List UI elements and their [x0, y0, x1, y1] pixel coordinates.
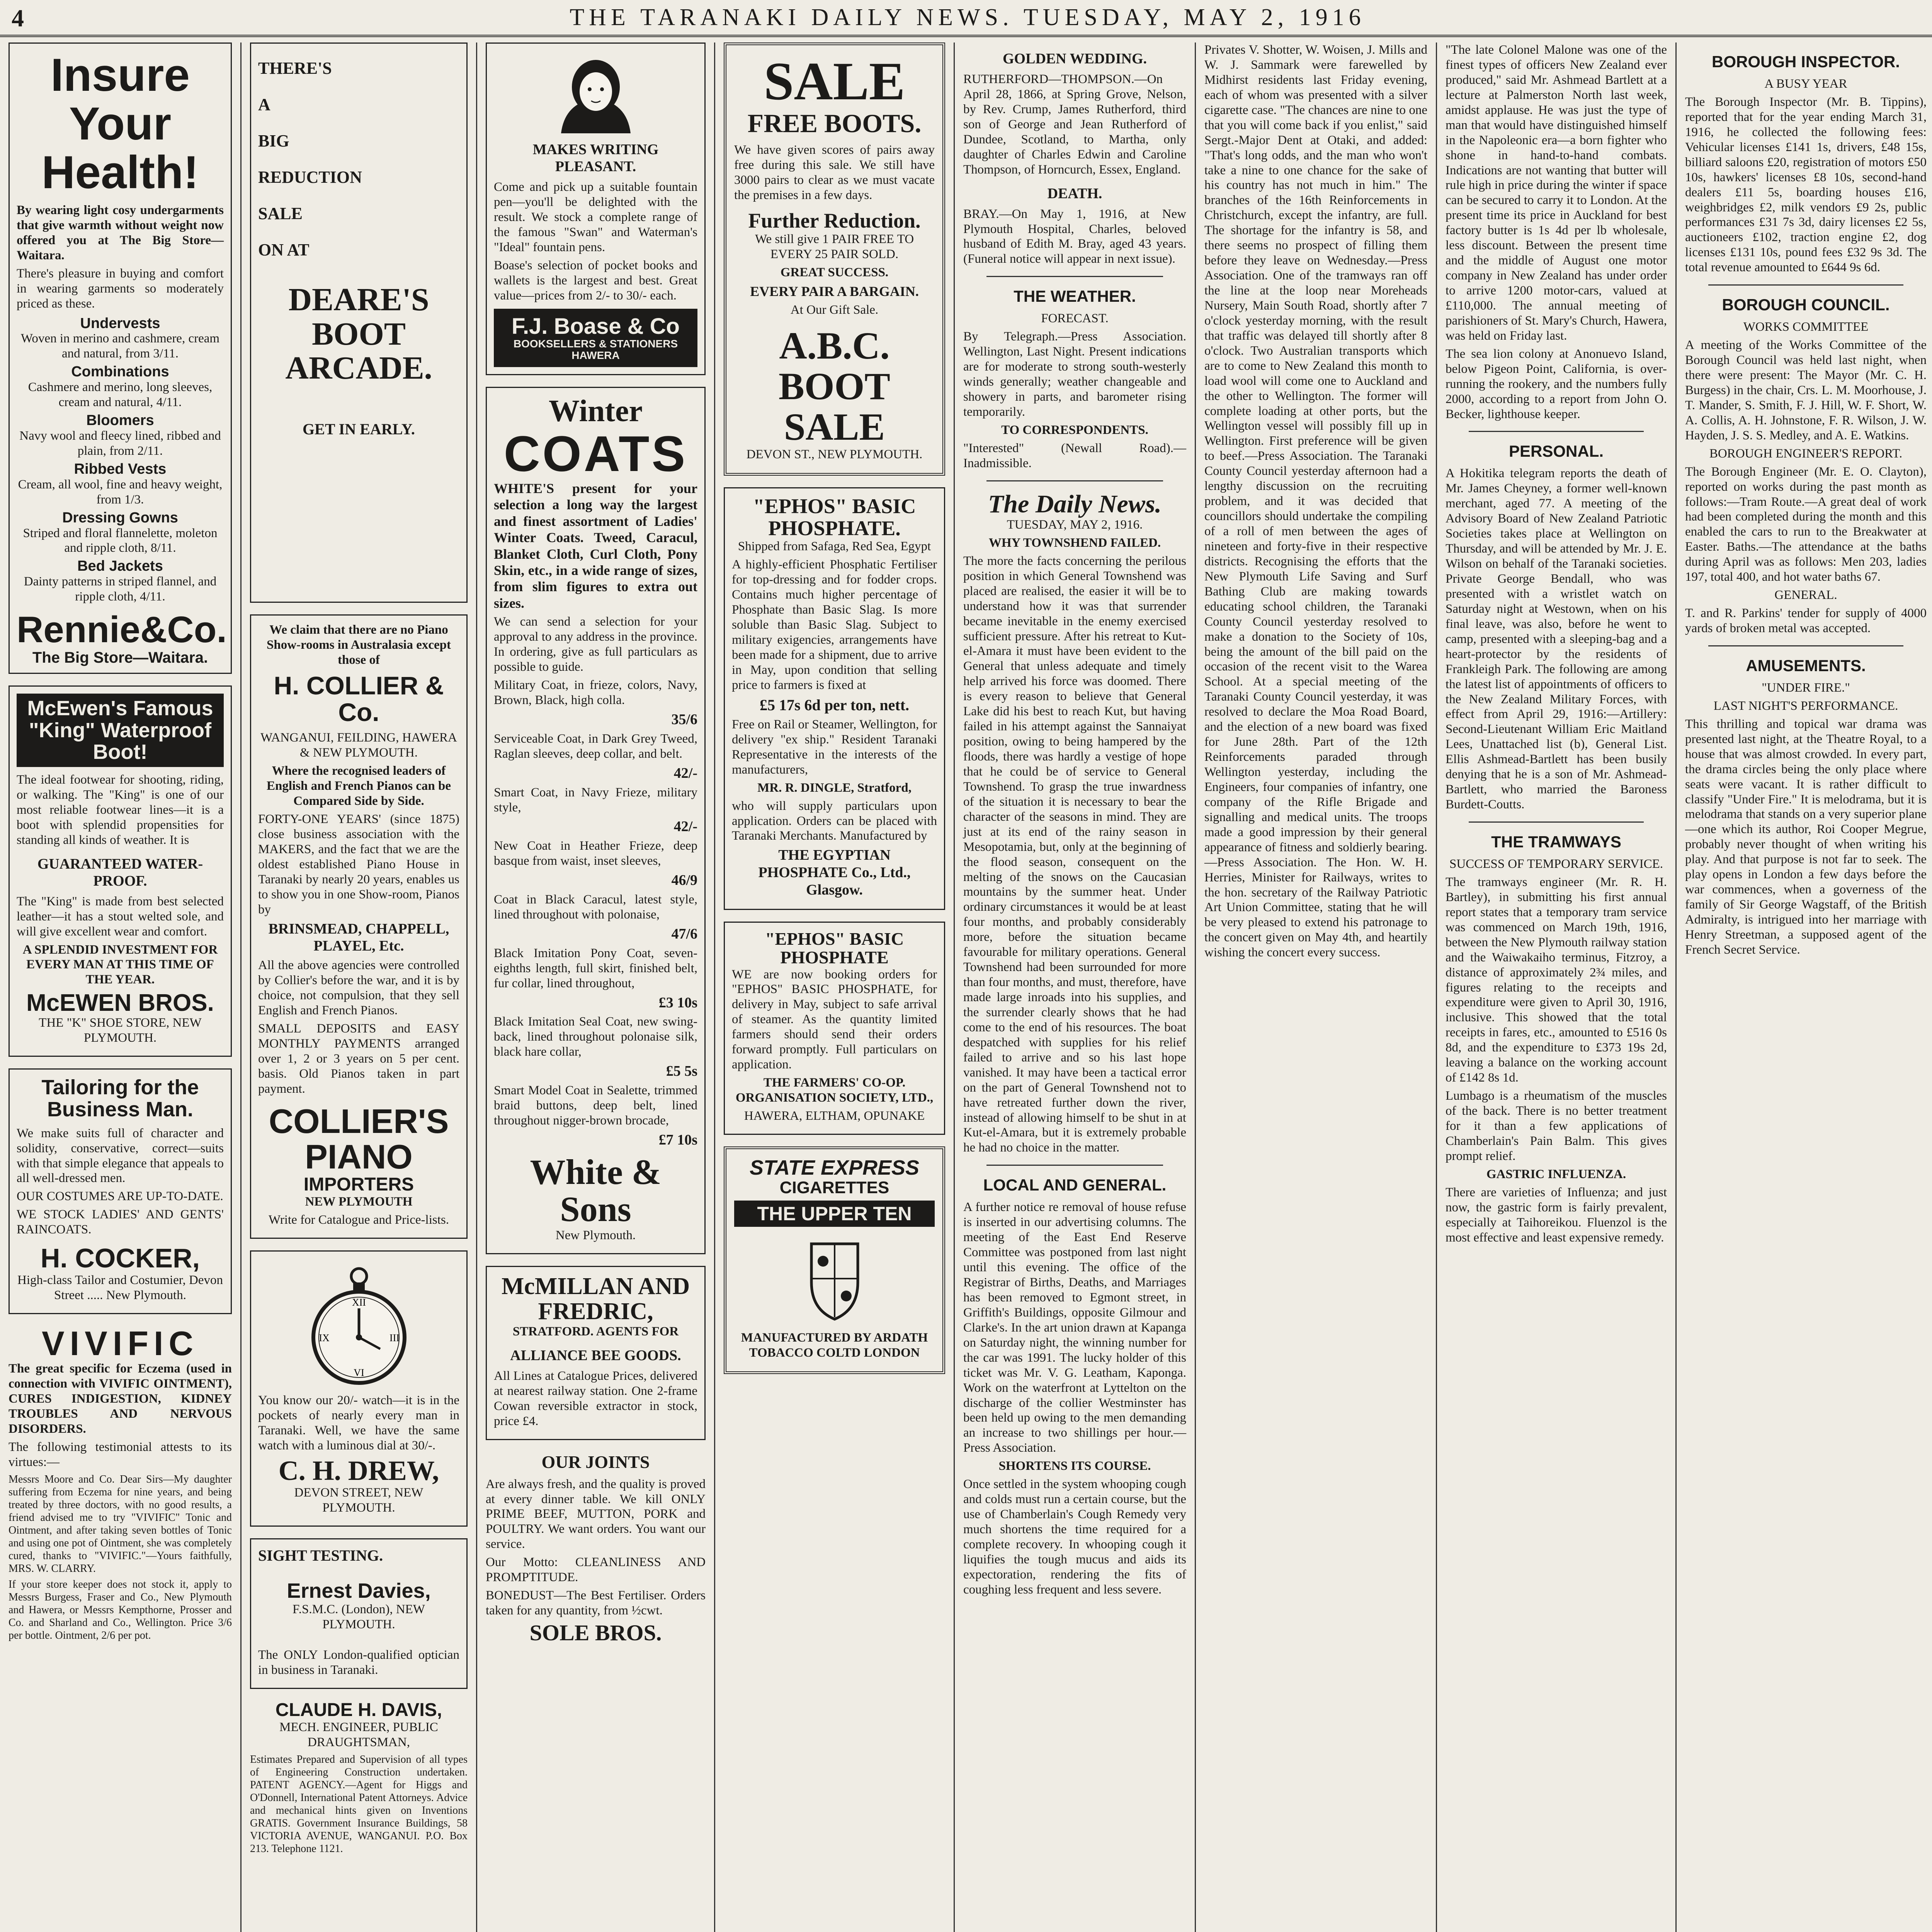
editorial-body: The more the facts concerning the perilous position in which General Townshend was placed are realised, the easier it will be to understand how it was that surrender became inevitable in the enemy exercised sufficient pressure. After his retreat to Kut-el-Amara it must have been evident to the General that unless adequate and timely help arrived his force was doomed. There is every reason to believe that General Lake did his best to reach Kut, but having failed in his attempt against the Sannaiyat position, owing to being hampered by the floods, there was hardly a vestige of hope that he could be of service to General Townshend. To grasp the true inwardness of the situation it is necessary to bear the character of the seasons in mind. They are just at its end of the rainy season in Mesopotamia, but, only at the beginning of the flood season, consequent on the melting of the snows on the Caucasian mountains by the summer heat. Under ordinary circumstances it would be at least four months, and probably considerably more, before the situation became favourable for military operations. General Townshend had been surrounded for more than four months, and must, therefore, have made large inroads into his supplies, and the surrender clearly shows that he had come to the end of his resources. The boat despatched with supplies for his relief failed to arrive and so his last hope vanished. It may have been a tactical error on the part of General Townshend not to have retreated further down the river, instead of allowing himself to be shut in at Kut-el-Amara, but it is extremely probable he had no choice in the matter. [963, 554, 1186, 1155]
deare-advertisement [250, 43, 468, 603]
upper-ten-label: THE UPPER TEN [734, 1201, 935, 1227]
joints-bonedust: BONEDUST—The Best Fertiliser. Orders taken for any quantity, from ½cwt. [486, 1588, 706, 1618]
column-7-news [1437, 43, 1675, 1932]
gastric-heading: GASTRIC INFLUENZA. [1486, 1167, 1626, 1181]
vivific-advertisement [9, 1326, 232, 1642]
coat-description: Black Imitation Seal Coat, new swing-back, lined throughout polonaise silk, black hare collar, [494, 1015, 697, 1059]
editorial-date: TUESDAY, MAY 2, 1916. [1007, 517, 1143, 532]
mcewen-subtitle: THE "K" SHOE STORE, NEW PLYMOUTH. [39, 1016, 202, 1045]
lady-portrait-illustration-icon [538, 56, 654, 133]
deare-line: ON AT [258, 240, 310, 259]
rennie-brand: Rennie&Co. [17, 609, 227, 651]
coat-price: 42/- [673, 818, 697, 835]
coats-top: Winter [549, 394, 643, 429]
davies-advertisement [250, 1538, 468, 1689]
collier-brand: H. COLLIER & Co. [274, 671, 444, 727]
coat-item [494, 731, 697, 782]
deare-line: THERE'S [258, 59, 332, 78]
tramways-subheading: SUCCESS OF TEMPORARY SERVICE. [1449, 857, 1663, 871]
gastric-body: There are varieties of Influenza; and just now, the gastric form is fairly prevalent, especially at Taihoreikou. Fluenzol is the most effective and least expensive remedy. [1446, 1185, 1667, 1245]
personal-body: A Hokitika telegram reports the death of Mr. James Cheyney, a former well-known merchant, aged 77. A meeting of the Advisory Board of New Zealand Patriotic Societies takes place at Wellington on Thursday, and will be attended by Mr. J. E. Wilson on behalf of the Taranaki societies. Private George Bendall, who was presented with a wristlet watch on Saturday night at Westown, when on his final leave, was also, before he went to camp, presented with a sleeping-bag and a heart-protector by the residents of Frankleigh Park. The following are among the latest list of appointments of officers to the New Zealand Military Forces, with effect from April 29, 1916:—Artillery: Second-Lieutenant William Eric Maitland Lees, Unattached list (b), General List. Ellis Ashmead-Bartlett has been busily denying that he is a son of Mr. Ashmead-Bartlett, who married the Baroness Burdett-Coutts. [1446, 466, 1667, 812]
vivific-testimonial-intro: The following testimonial attests to its virtues:— [9, 1440, 232, 1469]
boase-logo-name: F.J. Boase & Co [511, 313, 680, 339]
egyptian-phosphate-company: THE EGYPTIAN PHOSPHATE Co., Ltd., Glasgow. [758, 847, 911, 898]
coat-item [494, 1014, 697, 1080]
svg-text:IX: IX [318, 1332, 330, 1344]
page-number: 4 [12, 4, 24, 32]
tramways-body: The tramways engineer (Mr. R. H. Bartley), in submitting his first annual report states that a temporary tram service was commenced on March 19th, 1916, between the New Plymouth railway station and the Waiwakaiho terminus, Fitzroy, a distance of approximately 2¾ miles, and figures relating to the receipts and expenditure were given to April 30, 1916, inclusive. This showed that the total receipts in fares, etc., amounted to £516 0s 8d, and the expenditure to £373 19s 2d, leaving a balance on the working account of £142 8s 1d. [1446, 875, 1667, 1085]
davis-body: Estimates Prepared and Supervision of all types of Engineering Construction undertaken. PATENT AGENCY.—Agent for Higgs and O'Donnell, International Patent Attorneys. Advice and mechanical hints given on Inventions GRATIS. Government Insurance Buildings, 58 VICTORIA AVENUE, WANGANUI. P.O. Box 213. Telephone 1121. [250, 1753, 468, 1855]
piano-makers: BRINSMEAD, CHAPPELL, PLAYEL, Etc. [268, 920, 449, 954]
coat-description: Military Coat, in frieze, colors, Navy, Brown, Black, high colla. [494, 678, 697, 707]
tailor-body: We make suits full of character and solidity, conservative, correct—suits with that simple elegance that appeals to all well-dressed men. [17, 1126, 224, 1185]
coat-item [494, 892, 697, 943]
item-description: Dainty patterns in striped flannel, and ripple cloth, 4/11. [24, 575, 217, 604]
works-committee-subheading: WORKS COMMITTEE [1743, 320, 1869, 334]
piano-location: NEW PLYMOUTH [305, 1194, 413, 1209]
joints-motto: Our Motto: CLEANLINESS AND PROMPTITUDE. [486, 1555, 706, 1585]
item-title: Bloomers [86, 412, 154, 429]
ephos-2-body: WE are now booking orders for "EPHOS" BASIC PHOSPHATE, for delivery in May, subject to safe arrival of steamer. As the quantity limited farmers should send their orders forward promptly. Full particulars on application. [732, 967, 937, 1072]
white-sons-brand: White & Sons [530, 1152, 662, 1229]
ephos-farmers-advertisement [724, 922, 945, 1135]
vivific-letter: Messrs Moore and Co. Dear Sirs—My daughter suffering from Eczema for nine years, and being treated by three doctors, with no good results, a friend advised me to try "VIVIFIC" Tonic and Ointment, and after taking seven bottles of Tonic and using one pot of Ointment, she was completely cured, thanks to "VIVIFIC."—Yours faithfully, MRS. W. CLARRY. [9, 1473, 232, 1575]
borough-inspector-heading: BOROUGH INSPECTOR. [1712, 53, 1900, 71]
further-reduction-heading: Further Reduction. [748, 209, 921, 233]
newspaper-masthead-title: THE TARANAKI DAILY NEWS. TUESDAY, MAY 2, 1916 [570, 4, 1366, 31]
mcewen-brand: McEWEN BROS. [26, 990, 214, 1017]
ephos-shipped: Shipped from Safaga, Red Sea, Egypt [738, 539, 931, 554]
alliance-bee-goods: ALLIANCE BEE GOODS. [510, 1347, 681, 1364]
divider [986, 1165, 1163, 1166]
tailor-line-2: OUR COSTUMES ARE UP-TO-DATE. [17, 1189, 223, 1204]
last-night-performance: LAST NIGHT'S PERFORMANCE. [1713, 699, 1898, 713]
coat-item [494, 1083, 697, 1149]
tailor-line-3: WE STOCK LADIES' AND GENTS' RAINCOATS. [17, 1208, 224, 1237]
mcmillan-brand: McMILLAN AND FREDRIC, [501, 1273, 690, 1325]
lumbago-item: Lumbago is a rheumatism of the muscles of the back. There is no better treatment for it than a few applications of Chamberlain's Pain Balm. This gives prompt relief. [1446, 1089, 1667, 1163]
rennie-advertisement [9, 43, 232, 674]
shortens-body: Once settled in the system whooping cough and colds must run a certain course, but the use of Chamberlain's Cough Remedy very much shortens the time required for a complete recovery. In whooping cough it liquifies the tough mucus and aids its expectoration, rendering the fits of coughing less frequent and less severe. [963, 1477, 1186, 1597]
ephos-2-heading: "EPHOS" BASIC PHOSPHATE [765, 929, 904, 968]
under-fire-title: "UNDER FIRE." [1762, 680, 1850, 695]
coat-description: Smart Model Coat in Sealette, trimmed braid buttons, deep belt, lined throughout nigger-brown brocade, [494, 1083, 697, 1128]
state-express-brand: STATE EXPRESS [749, 1156, 920, 1179]
boase-advertisement [486, 43, 706, 375]
editorial-heading: WHY TOWNSHEND FAILED. [988, 536, 1161, 550]
mcewen-advertisement [9, 685, 232, 1057]
tailor-title: Tailoring for the Business Man. [41, 1076, 199, 1121]
coats-heading: COATS [503, 425, 688, 482]
general-body: T. and R. Parkins' tender for supply of 4000 yards of broken metal was accepted. [1685, 606, 1927, 635]
divider [986, 276, 1163, 277]
deare-line: SALE [258, 204, 303, 223]
investment-line: A SPLENDID INVESTMENT FOR EVERY MAN AT THIS TIME OF THE YEAR. [22, 942, 218, 987]
item-title: Undervests [80, 315, 160, 332]
piano-subtitle: IMPORTERS [303, 1174, 414, 1195]
item-title: Ribbed Vests [74, 461, 167, 477]
joints-heading: OUR JOINTS [541, 1452, 650, 1472]
coat-item [494, 785, 697, 836]
deare-line: REDUCTION [258, 167, 362, 187]
mcmillan-subtitle: STRATFORD. AGENTS FOR [512, 1324, 679, 1338]
cocker-subtitle: High-class Tailor and Costumier, Devon Street ..... New Plymouth. [17, 1273, 223, 1302]
collier-body-3: All the above agencies were controlled by Collier's before the war, and it is by choice, not compulsion, that they sell English and French Pianos. [258, 958, 459, 1018]
column-1-advertisements [0, 43, 240, 1932]
coat-price: £5 5s [666, 1063, 697, 1080]
coat-description: Smart Coat, in Navy Frieze, military style, [494, 785, 697, 815]
divider [986, 480, 1163, 481]
weather-heading: THE WEATHER. [1014, 287, 1136, 306]
column-5-news [955, 43, 1195, 1932]
drew-body: You know our 20/- watch—it is in the pockets of nearly every man in Taranaki. Well, we have the same watch with a luminous dial at 30/-. [258, 1393, 459, 1452]
mcewen-body-2: The "King" is made from best selected leather—it has a stout welted sole, and will give excellent wear and comfort. [17, 894, 224, 939]
white-sons-subtitle: New Plymouth. [555, 1228, 636, 1242]
general-subheading: GENERAL. [1774, 588, 1837, 602]
drew-brand: C. H. DREW, [278, 1455, 439, 1486]
news-body: Privates V. Shotter, W. Woisen, J. Mills and W. J. Sammark were farewelled by Midhirst residents last Friday evening, each of whom was presented with a silver cigarette case. "The chances are nine to one that you will come back if you enlist," said Sergt.-Major Dent at Otaki, and added: "That's long odds, and the man who won't take a nine to one chance for the sake of his country has not much in him." The branches of the 16th Reinforcements in Christchurch, except the infantry, are full. The shortage for the infantry is 58, and there seems no prospect of filling them before they leave on Wednesday.—Press Association. One of the tramways ran off the line at the loop near Moreheads Nursery, Main South Road, shortly after 7 o'clock yesterday morning, with the result that traffic was delayed till shortly after 8 o'clock. Two Australian transports which are to come to New Zealand this month to load wool will come one to Auckland and the other to Wellington. The former will complete loading at other ports, but the Wellington vessel will possibly fill up in Wellington. First preference will be given to beef.—Press Association. The Taranaki County Council yesterday afternoon had a lengthy discussion on the recruiting problem, and it was decided that councillors should undertake the compiling of a roll of men between the ages of nineteen and forty-five in their respective districts. Recognising the efforts that the New Plymouth Life Saving and Surf Bathing Club are making towards educating school children, the Taranaki County Council yesterday resolved to make a donation to the Society of 10s, being the amount of the bill paid on the occasion of the recent visit to the Warea School. At a special meeting of the Taranaki County Council yesterday, it was resolved to declare the Moa Road Board, and the election of a new board was fixed for June 28th. Part of the 12th Reinforcements paraded through Wellington yesterday, including the Engineers, four companies of infantry, one company of the Rifle Brigade and signalling and medical units. The troops made a good impression by their general appearance of fitness and soldierly bearing.—Press Association. The Hon. W. H. Herries, Minister for Railways, writes to the hon. secretary of the Railway Patriotic Art Union Committee, stating that he will be very pleased to extend his patronage to the concert given on May 4th, and heartily wishing the concert every success. [1204, 43, 1427, 960]
item-title: Combinations [71, 364, 169, 380]
collier-towns: WANGANUI, FEILDING, HAWERA & NEW PLYMOUTH. [260, 731, 457, 760]
coat-of-arms-icon [788, 1232, 881, 1325]
death-heading: DEATH. [1047, 185, 1102, 202]
every-pair-bargain: EVERY PAIR A BARGAIN. [750, 283, 919, 299]
column-2-advertisements [242, 43, 476, 1932]
coat-price: £3 10s [658, 994, 697, 1011]
column-6-news [1196, 43, 1436, 1932]
coats-body: WHITE'S present for your selection a long way the largest and finest assortment of Ladies' Winter Coats. Tweed, Caracul, Blanket Cloth, Curl Cloth, Pony Skin, etc., in a wide range of sizes, from slim figures to extra out sizes. [494, 480, 697, 611]
davis-brand: CLAUDE H. DAVIS, [275, 1699, 442, 1720]
divider [1469, 431, 1644, 432]
item-description: Striped and floral flannelette, moleton and ripple cloth, 8/11. [23, 526, 218, 555]
great-success: GREAT SUCCESS. [780, 265, 889, 279]
shortens-heading: SHORTENS ITS COURSE. [998, 1459, 1151, 1473]
coat-price: 47/6 [671, 925, 697, 942]
coat-description: Coat in Black Caracul, latest style, lined throughout with polonaise, [494, 892, 697, 922]
farmers-location: HAWERA, ELTHAM, OPUNAKE [744, 1109, 925, 1123]
abc-address: DEVON ST., NEW PLYMOUTH. [746, 447, 923, 462]
coat-price: 35/6 [671, 711, 697, 728]
svg-text:XII: XII [352, 1296, 366, 1308]
rennie-intro-2: There's pleasure in buying and comfort in wearing garments so moderately priced as these. [17, 266, 224, 311]
news-body: "The late Colonel Malone was one of the finest types of officers New Zealand ever produced," said Mr. Ashmead Bartlett at a lecture at Palmerston North last week, amidst applause. He was just the type of man that would have distinguished himself in the Napoleonic era—a born fighter who shone in hand-to-hand combats. Indications are not wanting that butter will rule high in price during the winter if space can be secured to carry it to London. At the present time its price in Auckland for best factory butter is 1s 4d per lb wholesale, less discount. Between the present time and the middle of August one motor company in New Zealand has under order to arrive 1200 motor-cars, valued at £110,000. The annual meeting of parishioners of St. Mary's Church, Hawera, was held on Friday last. [1446, 43, 1667, 343]
drew-address: DEVON STREET, NEW PLYMOUTH. [294, 1486, 423, 1515]
forecast-label: FORECAST. [1041, 311, 1109, 326]
coat-description: Black Imitation Pony Coat, seven-eighths length, full skirt, finished belt, fur collar, lined throughout, [494, 946, 697, 990]
divider [1469, 821, 1644, 823]
correspondents-body: "Interested" (Newall Road).—Inadmissible. [963, 441, 1186, 470]
sale-heading: SALE [764, 51, 905, 111]
weather-body: By Telegraph.—Press Association. Wellington, Last Night. Present indications are for moderate to strong south-westerly winds generally; weather changeable and showery in parts, and barometer rising temporarily. [963, 330, 1186, 419]
white-coats-advertisement [486, 387, 706, 1254]
item-description: Navy wool and fleecy lined, ribbed and plain, from 2/11. [19, 429, 221, 458]
svg-text:III: III [389, 1332, 400, 1344]
correspondents-heading: TO CORRESPONDENTS. [1001, 423, 1148, 437]
item-description: Cashmere and merino, long sleeves, cream and natural, 4/11. [28, 380, 213, 410]
golden-wedding-heading: GOLDEN WEDDING. [1002, 51, 1147, 67]
piano-brand: COLLIER'S PIANO [269, 1102, 449, 1176]
free-boots-body: We have given scores of pairs away free during this sale. We still have 3000 pairs to clear as we must vacate the premises in a few days. [734, 143, 935, 202]
local-general-heading: LOCAL AND GENERAL. [983, 1176, 1167, 1194]
deare-line: BIG [258, 131, 289, 150]
collier-body-2: FORTY-ONE YEARS' (since 1875) close business association with the MAKERS, and the fact that we are the oldest established Piano House in Taranaki by nearly 20 years, enables us to show you in one Show-room, Pianos by [258, 812, 459, 917]
engineer-report-heading: BOROUGH ENGINEER'S REPORT. [1709, 446, 1903, 461]
item-description: Cream, all wool, fine and heavy weight, from 1/3. [18, 477, 223, 507]
golden-wedding-body: RUTHERFORD—THOMPSON.—On April 28, 1866, at Spring Grove, Nelson, by Rev. Crump, James Rutherford, third son of George and Jean Rutherford of Dundee, Scotland, to Martha, only daughter of Charles Edwin and Caroline Thompson, of Horncurch, Essex, England. [963, 72, 1186, 177]
ephos-heading: "EPHOS" BASIC PHOSPHATE. [753, 494, 916, 540]
deare-footer: GET IN EARLY. [303, 420, 415, 438]
pocket-watch-icon [309, 1264, 409, 1388]
column-3-advertisements [477, 43, 714, 1932]
borough-council-heading: BOROUGH COUNCIL. [1722, 296, 1890, 314]
rennie-subtitle: The Big Store—Waitara. [32, 649, 208, 666]
deare-brand: DEARE'S BOOT ARCADE. [285, 282, 432, 386]
item-title: Bed Jackets [77, 558, 163, 575]
mcewen-body: The ideal footwear for shooting, riding, or walking. The "King" is one of our most reliable footwear lines—it is a boot with splendid propensities for standing all kinds of weather. It is [17, 773, 224, 847]
rennie-intro: By wearing light cosy undergarments that give warmth without weight now offered you at The Big Store—Waitara. [17, 203, 224, 262]
davies-brand: Ernest Davies, [287, 1579, 431, 1603]
boase-logo-subtitle: BOOKSELLERS & STATIONERS HAWERA [513, 338, 678, 361]
joints-body: Are always fresh, and the quality is proved at every dinner table. We kill ONLY PRIME BEEF, MUTTON, PORK and POULTRY. We want orders. You want our service. [486, 1477, 706, 1551]
sea-lion-item: The sea lion colony at Anonuevo Island, below Pigeon Point, California, is over-running the rookery, and the numbers fully 2000, according to a report from John O. Becker, lighthouse keeper. [1446, 347, 1667, 421]
abc-boot-sale-advertisement [724, 43, 945, 476]
coat-price: 46/9 [671, 872, 697, 889]
cigarettes-label: CIGARETTES [779, 1178, 889, 1197]
mcmillan-advertisement [486, 1266, 706, 1440]
personal-heading: PERSONAL. [1509, 442, 1604, 461]
coats-body-2: We can send a selection for your approval to any address in the province. In ordering, give as full particulars as possible to guide. [494, 615, 697, 674]
collier-body-4: SMALL DEPOSITS and EASY MONTHLY PAYMENTS arranged over 1, 2 or 3 years on 5 per cent. basis. Old Pianos taken in part payment. [258, 1022, 459, 1096]
cocker-advertisement [9, 1068, 232, 1314]
sight-testing: SIGHT TESTING. [258, 1547, 383, 1565]
insure-heading: Insure [50, 49, 190, 101]
inspector-body: The Borough Inspector (Mr. B. Tippins), reported that for the year ending March 31, 1916, he collected the following fees: Vehicular licenses £141 1s, drivers, £48 15s, billiard saloons £20, registration of motors £50 10s, hawkers' licenses £8 10s, second-hand dealers £11 5s, boarding houses £16, weighbridges £2, milk vendors £9 2s, public performances £31 7s 3d, dairy licenses £2 5s, auctioneers £102, traction engine £2, dog licenses £131 10s, pound fees £32 9s 3d. The total revenue amounted to £644 9s 6d. [1685, 95, 1927, 275]
editorial-masthead: The Daily News. [988, 490, 1162, 518]
item-title: Dressing Gowns [62, 509, 178, 526]
coat-price: £7 10s [658, 1131, 697, 1148]
boase-body: Come and pick up a suitable fountain pen—you'll be delighted with the result. We stock a complete range of the famous "Swan" and Waterman's "Ideal" fountain pens. [494, 180, 697, 254]
amusements-body: This thrilling and topical war drama was presented last night, at the Theatre Royal, to a house that was almost crowded. In every part, the drama circles being the only place where seats were vacant. It is rather difficult to classify "Under Fire." It is melodrama, but it is melodrama that stands on a very superior plane—one which its author, Roi Cooper Megrue, probably never thought of when writing his play. And that purpose is not far to seek. The play opens in London a few days before the war commences, when a governess of the family of Sir George Wagstaff, of the British Admiralty, is intrigued into her marriage with Henry Streetman, a supposed agent of the French Secret Service. [1685, 717, 1927, 957]
item-description: Woven in merino and cashmere, cream and natural, from 3/11. [20, 332, 220, 361]
busy-year-subheading: A BUSY YEAR [1764, 77, 1847, 91]
drew-advertisement [250, 1250, 468, 1527]
ephos-body-3: who will supply particulars upon application. Orders can be placed with Taranaki Merchants. Manufactured by [732, 799, 937, 843]
tramways-heading: THE TRAMWAYS [1491, 833, 1621, 851]
vivific-body: The great specific for Eczema (used in connection with VIVIFIC OINTMENT), CURES INDIGESTION, KIDNEY TROUBLES AND NERVOUS DISORDERS. [9, 1362, 232, 1436]
deare-line: A [258, 95, 270, 114]
insure-heading: Your [69, 98, 172, 150]
piano-footer: Write for Catalogue and Price-lists. [269, 1213, 449, 1227]
ephos-representative: MR. R. DINGLE, Stratford, [757, 781, 912, 795]
divider [1708, 284, 1903, 286]
insure-heading: Health! [41, 146, 199, 198]
coat-price: 42/- [673, 765, 697, 781]
divider [1708, 645, 1903, 646]
svg-text:VI: VI [353, 1367, 364, 1378]
coat-item [494, 678, 697, 728]
collier-claim: We claim that there are no Piano Show-rooms in Australasia except those of [267, 623, 451, 667]
amusements-heading: AMUSEMENTS. [1746, 656, 1866, 675]
coat-item [494, 946, 697, 1012]
coat-description: New Coat in Heather Frieze, deep basque from waist, inset sleeves, [494, 839, 697, 868]
vivific-brand: VIVIFIC [41, 1324, 199, 1362]
ephos-price: £5 17s 6d per ton, nett. [759, 696, 910, 714]
engineer-report-body: The Borough Engineer (Mr. E. O. Clayton), reported on works during the past month as follows:—Tram Route.—A great deal of work had been completed during the month and this enabled the cars to run to the Breakwater at Easter. Baths.—The attendance at the baths during April was as follows: Men 203, ladies 197, total 400, and hot water baths 67. [1685, 464, 1927, 584]
column-8-news [1677, 43, 1932, 1932]
gift-sale: At Our Gift Sale. [790, 303, 879, 317]
local-general-body: A further notice re removal of house refuse is inserted in our advertising columns. The meeting of the East End Reserve Committee was postponed from last night until this evening. The office of the Registrar of Births, Deaths, and Marriages has been removed to Egmont street, in Griffith's Buildings, opposite Gilmour and Clarke's. In the art union drawn at Kapanga on Saturday night, the winning number for the car was 1991. The lucky holder of this ticket was Mr. V. G. Leatham, Kaponga. Work on the waterfront at Lyttelton on the discharge of the collier Westminster has been held up owing to the men demanding an increase to two shillings per hour.—Press Association. [963, 1200, 1186, 1455]
ephos-phosphate-advertisement [724, 487, 945, 910]
state-express-advertisement [724, 1146, 945, 1374]
collier-body: Where the recognised leaders of English and French Pianos can be Compared Side by Side. [266, 764, 451, 808]
boase-logo [494, 309, 697, 367]
ephos-body: A highly-efficient Phosphatic Fertiliser for top-dressing and for fodder crops. Contains much higher percentage of Phosphate than Basic Slag. Is more soluble than Basic Slag. Subject to military exigencies, arrangements have been made for a shipment, due to arrive in May, upon condition that selling price to farmers is fixed at [732, 558, 937, 692]
mcmillan-body: All Lines at Catalogue Prices, delivered at nearest railway station. One 2-frame Cowan reversible extractor in stock, price £4. [494, 1369, 697, 1428]
works-committee-body: A meeting of the Works Committee of the Borough Council was held last night, when there were present: The Mayor (Mr. C. H. Burgess) in the chair, Crs. L. M. Moorhouse, J. T. Mander, S. Smith, F. J. Hill, W. F. Short, W. A. Collis, A. H. Johnstone, F. R. Wilson, J. W. Hayden, J. S. S. Medley, and A. E. Watkins. [1685, 338, 1927, 442]
coat-item [494, 838, 697, 889]
davies-subtitle: F.S.M.C. (London), NEW PLYMOUTH. [293, 1602, 425, 1631]
farmers-society: THE FARMERS' CO-OP. ORGANISATION SOCIETY, LTD., [735, 1076, 934, 1105]
masthead [0, 0, 1932, 37]
guaranteed-waterproof: GUARANTEED WATER-PROOF. [37, 855, 203, 889]
death-body: BRAY.—On May 1, 1916, at New Plymouth Hospital, Charles, beloved husband of Edith M. Bray, aged 43 years. (Funeral notice will appear in next issue). [963, 207, 1186, 266]
vivific-footer: If your store keeper does not stock it, apply to Messrs Burgess, Fraser and Co., New Plymouth and Hawera, or Messrs Kempthorne, Prosser and Co. and Sharland and Co., Wellington. Price 3/6 per bottle. Ointment, 2/6 per pot. [9, 1578, 232, 1641]
cocker-brand: H. COCKER, [40, 1243, 200, 1274]
collier-advertisement [250, 614, 468, 1239]
coat-description: Serviceable Coat, in Dark Grey Tweed, Raglan sleeves, deep collar, and belt. [494, 731, 697, 761]
davis-advertisement [250, 1701, 468, 1855]
mcewen-title: McEwen's Famous "King" Waterproof Boot! [17, 694, 224, 767]
abc-boot-sale-brand: A.B.C. BOOT SALE [779, 324, 890, 449]
column-4-advertisements [715, 43, 954, 1932]
boase-heading: MAKES WRITING PLEASANT. [532, 141, 659, 175]
further-reduction-body: We still give 1 PAIR FREE TO EVERY 25 PAIR SOLD. [755, 232, 914, 261]
davies-body: The ONLY London-qualified optician in business in Taranaki. [258, 1648, 459, 1677]
sole-bros-brand: SOLE BROS. [529, 1620, 662, 1646]
ardath-manufacturer: MANUFACTURED BY ARDATH TOBACCO COLTD LONDON [741, 1331, 928, 1360]
boase-body-2: Boase's selection of pocket books and wallets is the largest and best. Great value—prices from 2/- to 30/- each. [494, 258, 697, 303]
sole-bros-advertisement [486, 1452, 706, 1645]
davis-subtitle: MECH. ENGINEER, PUBLIC DRAUGHTSMAN, [279, 1720, 438, 1749]
free-boots-heading: FREE BOOTS. [747, 109, 922, 138]
ephos-body-2: Free on Rail or Steamer, Wellington, for delivery "ex ship." Resident Taranaki Representative in the interests of the manufacturers, [732, 717, 937, 777]
